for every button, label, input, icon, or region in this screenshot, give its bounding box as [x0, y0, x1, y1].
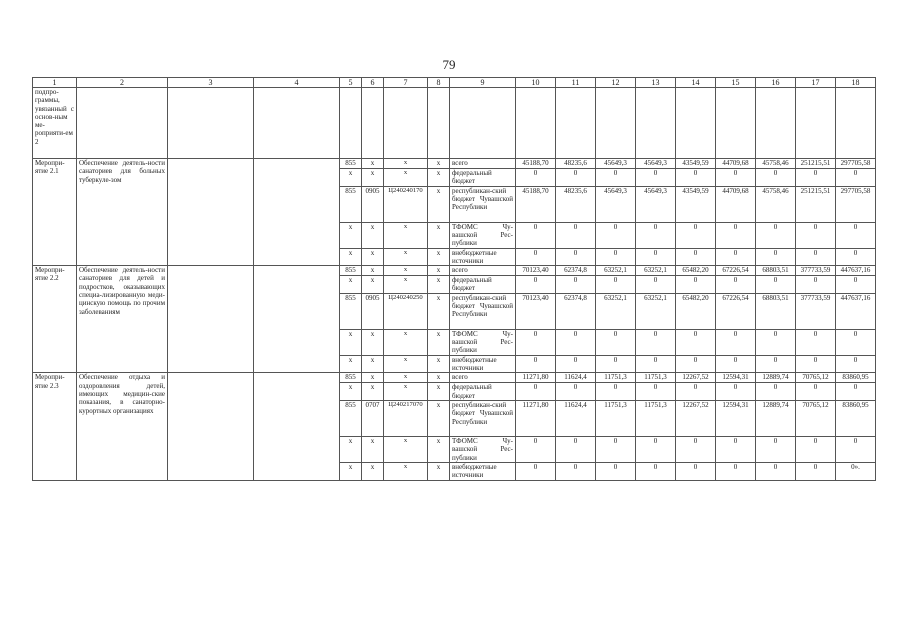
value-cell: 0	[836, 248, 876, 266]
code-cell: x	[340, 169, 362, 187]
funding-source: всего	[450, 373, 516, 383]
value-cell: 0	[596, 329, 636, 355]
funding-source: внебюджетные источники	[450, 462, 516, 480]
empty-cell	[716, 88, 756, 159]
value-cell: 70765,12	[796, 373, 836, 383]
code-cell: x	[428, 186, 450, 222]
code-cell: x	[428, 329, 450, 355]
budget-table	[32, 77, 876, 481]
value-cell: 0	[756, 169, 796, 187]
code-cell: x	[428, 462, 450, 480]
code-cell: x	[362, 248, 384, 266]
value-cell: 0	[636, 248, 676, 266]
code-cell: x	[428, 169, 450, 187]
value-cell: 45758,46	[756, 159, 796, 169]
table-row	[33, 159, 876, 169]
code-cell: x	[362, 462, 384, 480]
value-cell: 11271,80	[516, 400, 556, 436]
column-number: 2	[77, 78, 168, 88]
code-cell: 0905	[362, 186, 384, 222]
value-cell: 251215,51	[796, 159, 836, 169]
code-cell: x	[384, 222, 428, 248]
code-cell: x	[340, 462, 362, 480]
funding-source: ТФОМС Чу-вашской Рес-публики	[450, 436, 516, 462]
event-description: Обеспечение отдыха и оздоровления детей, имеющих медицин-ские показания, в санаторно-курортных организациях	[77, 373, 168, 480]
code-cell: x	[362, 355, 384, 373]
empty-cell	[596, 88, 636, 159]
empty-cell	[756, 88, 796, 159]
value-cell: 0	[716, 169, 756, 187]
empty-cell	[168, 266, 254, 373]
value-cell: 0	[676, 436, 716, 462]
value-cell: 0».	[836, 462, 876, 480]
value-cell: 0	[756, 462, 796, 480]
empty-cell	[636, 88, 676, 159]
empty-cell	[516, 88, 556, 159]
value-cell: 67226,54	[716, 293, 756, 329]
value-cell: 0	[556, 329, 596, 355]
code-cell: 855	[340, 373, 362, 383]
value-cell: 0	[796, 276, 836, 294]
code-cell: x	[428, 293, 450, 329]
code-cell: x	[362, 169, 384, 187]
value-cell: 0	[556, 436, 596, 462]
value-cell: 63252,1	[596, 266, 636, 276]
value-cell: 0	[836, 276, 876, 294]
value-cell: 0	[556, 169, 596, 187]
code-cell: x	[384, 266, 428, 276]
empty-cell	[556, 88, 596, 159]
value-cell: 0	[636, 436, 676, 462]
value-cell: 0	[676, 248, 716, 266]
value-cell: 0	[516, 222, 556, 248]
value-cell: 0	[596, 383, 636, 401]
event-name: Меропри-ятие 2.3	[33, 373, 77, 480]
value-cell: 11624,4	[556, 400, 596, 436]
value-cell: 0	[796, 248, 836, 266]
value-cell: 45758,46	[756, 186, 796, 222]
value-cell: 67226,54	[716, 266, 756, 276]
value-cell: 0	[596, 436, 636, 462]
value-cell: 0	[676, 383, 716, 401]
code-cell: x	[362, 329, 384, 355]
column-number: 3	[168, 78, 254, 88]
value-cell: 0	[796, 329, 836, 355]
code-cell: x	[362, 373, 384, 383]
value-cell: 83860,95	[836, 400, 876, 436]
value-cell: 0	[596, 276, 636, 294]
value-cell: 0	[676, 222, 716, 248]
intro-text: подпро-граммы, увязанный с основ-ным ме-роприяти-ем 2	[33, 88, 77, 159]
value-cell: 377733,59	[796, 266, 836, 276]
value-cell: 68803,51	[756, 266, 796, 276]
funding-source: республикан-ский бюджет Чувашской Республики	[450, 293, 516, 329]
page-number: 79	[442, 57, 456, 72]
code-cell: Ц240240250	[384, 293, 428, 329]
value-cell: 70123,40	[516, 266, 556, 276]
empty-cell	[254, 88, 340, 159]
empty-cell	[254, 266, 340, 373]
code-cell: 855	[340, 400, 362, 436]
column-number: 7	[384, 78, 428, 88]
value-cell: 45649,3	[596, 159, 636, 169]
code-cell: x	[428, 266, 450, 276]
value-cell: 0	[836, 169, 876, 187]
column-number: 11	[556, 78, 596, 88]
code-cell: x	[340, 329, 362, 355]
value-cell: 12267,52	[676, 400, 716, 436]
code-cell: x	[362, 266, 384, 276]
empty-cell	[77, 88, 168, 159]
value-cell: 63252,1	[636, 293, 676, 329]
value-cell: 11751,3	[636, 400, 676, 436]
value-cell: 11751,3	[636, 373, 676, 383]
code-cell: Ц240217070	[384, 400, 428, 436]
value-cell: 11751,3	[596, 373, 636, 383]
value-cell: 12594,31	[716, 373, 756, 383]
code-cell: x	[384, 248, 428, 266]
funding-source: ТФОМС Чу-вашской Рес-публики	[450, 329, 516, 355]
code-cell: x	[384, 462, 428, 480]
value-cell: 0	[676, 169, 716, 187]
column-number: 15	[716, 78, 756, 88]
column-number: 10	[516, 78, 556, 88]
column-number: 18	[836, 78, 876, 88]
value-cell: 0	[636, 383, 676, 401]
value-cell: 0	[676, 276, 716, 294]
value-cell: 0	[836, 436, 876, 462]
code-cell: x	[340, 355, 362, 373]
value-cell: 43549,59	[676, 159, 716, 169]
value-cell: 0	[516, 248, 556, 266]
value-cell: 0	[556, 276, 596, 294]
empty-cell	[384, 88, 428, 159]
code-cell: x	[362, 436, 384, 462]
value-cell: 0	[836, 329, 876, 355]
funding-source: республикан-ский бюджет Чувашской Республики	[450, 400, 516, 436]
value-cell: 11751,3	[596, 400, 636, 436]
empty-cell	[168, 88, 254, 159]
funding-source: федеральный бюджет	[450, 276, 516, 294]
value-cell: 0	[756, 383, 796, 401]
code-cell: x	[428, 276, 450, 294]
code-cell: x	[428, 373, 450, 383]
value-cell: 0	[796, 222, 836, 248]
code-cell: x	[428, 383, 450, 401]
value-cell: 48235,6	[556, 186, 596, 222]
value-cell: 12594,31	[716, 400, 756, 436]
intro-row	[33, 88, 876, 159]
value-cell: 0	[596, 462, 636, 480]
value-cell: 45649,3	[596, 186, 636, 222]
code-cell: x	[384, 159, 428, 169]
value-cell: 44709,68	[716, 159, 756, 169]
value-cell: 0	[716, 276, 756, 294]
value-cell: 0	[636, 169, 676, 187]
code-cell: x	[362, 276, 384, 294]
code-cell: 0905	[362, 293, 384, 329]
code-cell: x	[428, 248, 450, 266]
value-cell: 65482,20	[676, 266, 716, 276]
funding-source: всего	[450, 266, 516, 276]
empty-cell	[168, 159, 254, 266]
value-cell: 447637,16	[836, 293, 876, 329]
code-cell: x	[384, 276, 428, 294]
empty-cell	[254, 373, 340, 480]
value-cell: 0	[756, 355, 796, 373]
code-cell: 855	[340, 159, 362, 169]
value-cell: 0	[676, 329, 716, 355]
code-cell: x	[384, 436, 428, 462]
value-cell: 0	[636, 355, 676, 373]
value-cell: 0	[796, 462, 836, 480]
value-cell: 0	[636, 276, 676, 294]
table-row	[33, 373, 876, 383]
value-cell: 11271,80	[516, 373, 556, 383]
table-row	[33, 266, 876, 276]
value-cell: 62374,8	[556, 293, 596, 329]
code-cell: x	[428, 222, 450, 248]
empty-cell	[428, 88, 450, 159]
funding-source: ТФОМС Чу-вашской Рес-публики	[450, 222, 516, 248]
value-cell: 0	[716, 462, 756, 480]
value-cell: 0	[636, 222, 676, 248]
value-cell: 0	[596, 222, 636, 248]
value-cell: 70765,12	[796, 400, 836, 436]
empty-cell	[676, 88, 716, 159]
value-cell: 0	[716, 248, 756, 266]
value-cell: 0	[516, 169, 556, 187]
value-cell: 0	[636, 329, 676, 355]
value-cell: 12889,74	[756, 373, 796, 383]
column-number: 1	[33, 78, 77, 88]
value-cell: 48235,6	[556, 159, 596, 169]
value-cell: 45188,70	[516, 186, 556, 222]
value-cell: 45649,3	[636, 186, 676, 222]
column-number: 14	[676, 78, 716, 88]
value-cell: 0	[556, 248, 596, 266]
event-description: Обеспечение деятель-ности санаториев для больных туберкуле-зом	[77, 159, 168, 266]
value-cell: 0	[636, 462, 676, 480]
table-header-row	[33, 78, 876, 88]
funding-source: федеральный бюджет	[450, 383, 516, 401]
code-cell: x	[340, 222, 362, 248]
value-cell: 0	[716, 383, 756, 401]
code-cell: 855	[340, 186, 362, 222]
value-cell: 0	[596, 248, 636, 266]
value-cell: 0	[836, 355, 876, 373]
value-cell: 0	[676, 355, 716, 373]
value-cell: 0	[556, 355, 596, 373]
column-number: 17	[796, 78, 836, 88]
value-cell: 70123,40	[516, 293, 556, 329]
value-cell: 0	[756, 436, 796, 462]
value-cell: 0	[516, 276, 556, 294]
empty-cell	[836, 88, 876, 159]
empty-cell	[450, 88, 516, 159]
value-cell: 12267,52	[676, 373, 716, 383]
value-cell: 0	[756, 329, 796, 355]
value-cell: 0	[796, 383, 836, 401]
value-cell: 251215,51	[796, 186, 836, 222]
column-number: 5	[340, 78, 362, 88]
empty-cell	[168, 373, 254, 480]
value-cell: 0	[796, 436, 836, 462]
code-cell: x	[384, 383, 428, 401]
value-cell: 0	[756, 248, 796, 266]
code-cell: x	[362, 383, 384, 401]
value-cell: 0	[516, 462, 556, 480]
value-cell: 0	[596, 169, 636, 187]
event-name: Меропри-ятие 2.2	[33, 266, 77, 373]
value-cell: 63252,1	[596, 293, 636, 329]
funding-source: внебюджетные источники	[450, 355, 516, 373]
code-cell: 855	[340, 293, 362, 329]
value-cell: 0	[756, 276, 796, 294]
value-cell: 0	[556, 462, 596, 480]
column-number: 9	[450, 78, 516, 88]
value-cell: 0	[556, 383, 596, 401]
code-cell: 855	[340, 266, 362, 276]
code-cell: x	[340, 276, 362, 294]
value-cell: 0	[796, 169, 836, 187]
value-cell: 68803,51	[756, 293, 796, 329]
value-cell: 0	[516, 383, 556, 401]
column-number: 12	[596, 78, 636, 88]
value-cell: 0	[836, 222, 876, 248]
value-cell: 11624,4	[556, 373, 596, 383]
column-number: 13	[636, 78, 676, 88]
value-cell: 44709,68	[716, 186, 756, 222]
code-cell: x	[362, 159, 384, 169]
value-cell: 0	[556, 222, 596, 248]
value-cell: 0	[516, 436, 556, 462]
column-number: 8	[428, 78, 450, 88]
value-cell: 0	[716, 222, 756, 248]
value-cell: 62374,8	[556, 266, 596, 276]
funding-source: внебюджетные источники	[450, 248, 516, 266]
code-cell: x	[340, 436, 362, 462]
empty-cell	[254, 159, 340, 266]
value-cell: 297705,58	[836, 159, 876, 169]
column-number: 4	[254, 78, 340, 88]
code-cell: Ц240240170	[384, 186, 428, 222]
funding-source: всего	[450, 159, 516, 169]
column-number: 6	[362, 78, 384, 88]
event-name: Меропри-ятие 2.1	[33, 159, 77, 266]
empty-cell	[362, 88, 384, 159]
code-cell: 0707	[362, 400, 384, 436]
value-cell: 63252,1	[636, 266, 676, 276]
code-cell: x	[428, 436, 450, 462]
value-cell: 43549,59	[676, 186, 716, 222]
event-description: Обеспечение деятель-ности санаториев для детей и подростков, оказывающих специа-лизированную меди-цинскую помощь по прочим заболеваниям	[77, 266, 168, 373]
value-cell: 0	[716, 436, 756, 462]
value-cell: 45188,70	[516, 159, 556, 169]
value-cell: 447637,16	[836, 266, 876, 276]
code-cell: x	[384, 355, 428, 373]
code-cell: x	[428, 159, 450, 169]
funding-source: республикан-ский бюджет Чувашской Республики	[450, 186, 516, 222]
code-cell: x	[384, 373, 428, 383]
value-cell: 65482,20	[676, 293, 716, 329]
empty-cell	[796, 88, 836, 159]
value-cell: 0	[516, 329, 556, 355]
value-cell: 0	[716, 329, 756, 355]
value-cell: 83860,95	[836, 373, 876, 383]
code-cell: x	[428, 400, 450, 436]
code-cell: x	[428, 355, 450, 373]
code-cell: x	[362, 222, 384, 248]
empty-cell	[340, 88, 362, 159]
funding-source: федеральный бюджет	[450, 169, 516, 187]
value-cell: 0	[716, 355, 756, 373]
value-cell: 12889,74	[756, 400, 796, 436]
value-cell: 45649,3	[636, 159, 676, 169]
value-cell: 0	[596, 355, 636, 373]
value-cell: 297705,58	[836, 186, 876, 222]
code-cell: x	[340, 248, 362, 266]
value-cell: 0	[516, 355, 556, 373]
value-cell: 0	[756, 222, 796, 248]
value-cell: 0	[676, 462, 716, 480]
value-cell: 0	[836, 383, 876, 401]
code-cell: x	[384, 329, 428, 355]
column-number: 16	[756, 78, 796, 88]
code-cell: x	[340, 383, 362, 401]
value-cell: 377733,59	[796, 293, 836, 329]
value-cell: 0	[796, 355, 836, 373]
code-cell: x	[384, 169, 428, 187]
